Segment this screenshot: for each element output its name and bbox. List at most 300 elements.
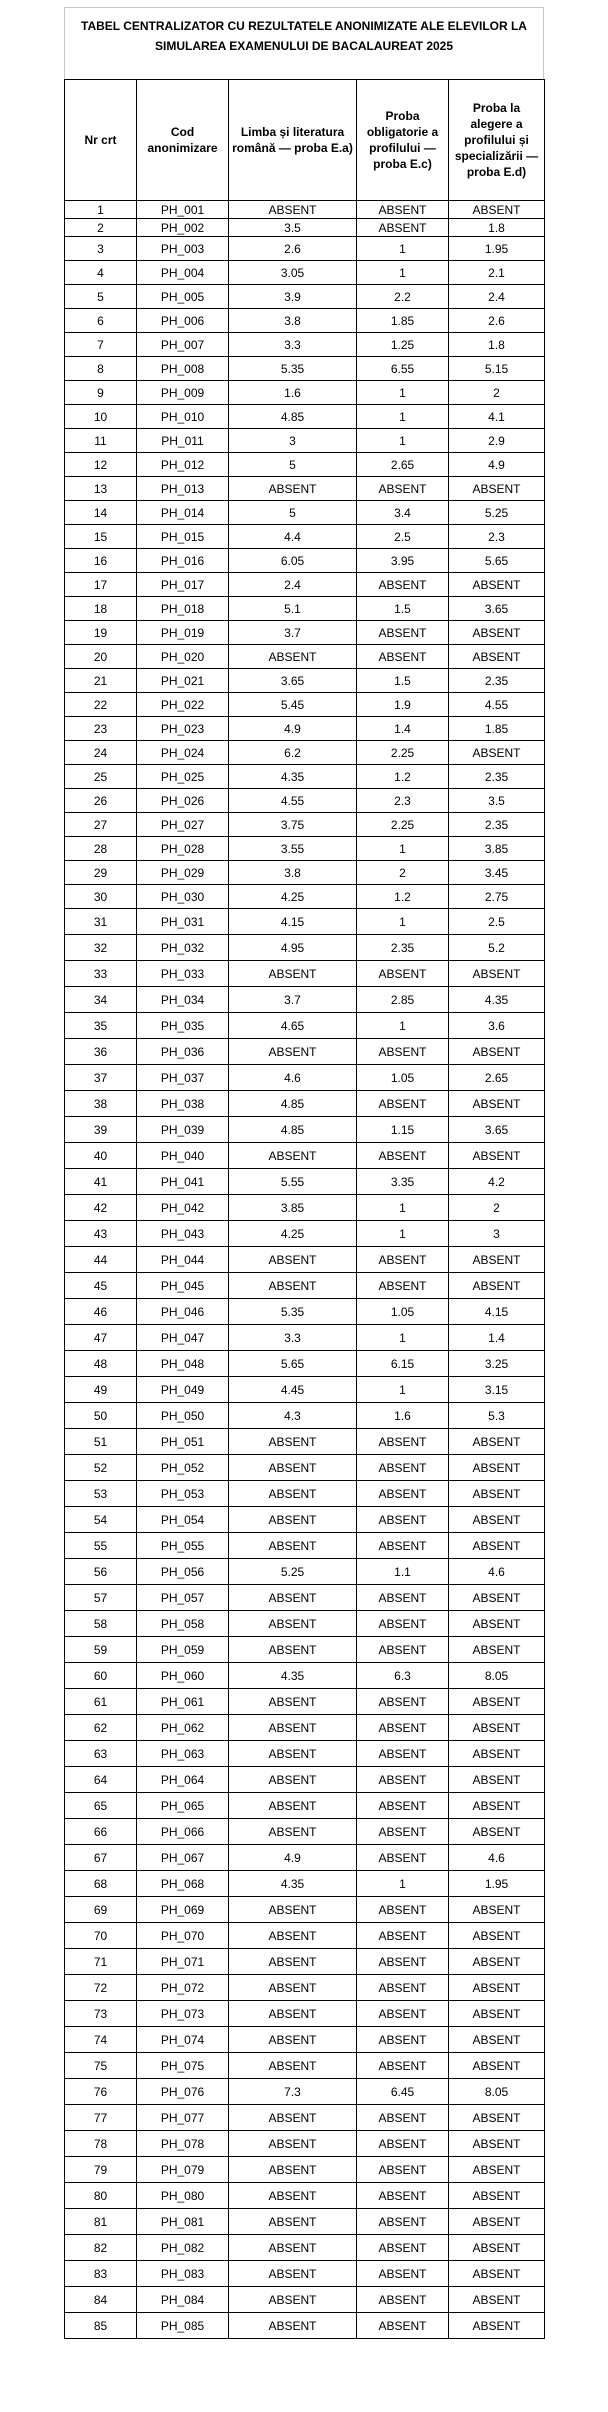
- cell-proba-ed: ABSENT: [449, 741, 545, 765]
- cell-proba-ec: 1: [357, 1013, 449, 1039]
- cell-cod: PH_085: [137, 2313, 229, 2339]
- cell-proba-ea: ABSENT: [229, 2313, 357, 2339]
- cell-cod: PH_033: [137, 961, 229, 987]
- cell-nr-crt: 26: [65, 789, 137, 813]
- cell-proba-ea: 3.05: [229, 261, 357, 285]
- cell-proba-ed: ABSENT: [449, 1585, 545, 1611]
- cell-cod: PH_040: [137, 1143, 229, 1169]
- cell-proba-ed: ABSENT: [449, 477, 545, 501]
- cell-proba-ec: 1.1: [357, 1559, 449, 1585]
- table-row: [65, 357, 545, 381]
- cell-nr-crt: 64: [65, 1767, 137, 1793]
- cell-proba-ea: 5.35: [229, 1299, 357, 1325]
- table-row: [65, 1117, 545, 1143]
- table-row: [65, 1429, 545, 1455]
- cell-proba-ed: 5.15: [449, 357, 545, 381]
- cell-nr-crt: 27: [65, 813, 137, 837]
- cell-cod: PH_029: [137, 861, 229, 885]
- cell-nr-crt: 20: [65, 645, 137, 669]
- cell-proba-ed: 3.65: [449, 597, 545, 621]
- cell-proba-ea: ABSENT: [229, 1637, 357, 1663]
- cell-proba-ed: 2.35: [449, 813, 545, 837]
- cell-proba-ea: ABSENT: [229, 1429, 357, 1455]
- cell-proba-ea: 3.8: [229, 309, 357, 333]
- cell-nr-crt: 38: [65, 1091, 137, 1117]
- page-title: TABEL CENTRALIZATOR CU REZULTATELE ANONIMIZATE ALE ELEVILOR LA SIMULAREA EXAMENULUI DE BACALAUREAT 2025: [81, 18, 527, 53]
- table-row: [65, 1507, 545, 1533]
- cell-nr-crt: 62: [65, 1715, 137, 1741]
- cell-proba-ec: 1.05: [357, 1299, 449, 1325]
- cell-cod: PH_047: [137, 1325, 229, 1351]
- cell-proba-ed: ABSENT: [449, 1143, 545, 1169]
- cell-cod: PH_024: [137, 741, 229, 765]
- cell-cod: PH_003: [137, 237, 229, 261]
- cell-nr-crt: 49: [65, 1377, 137, 1403]
- cell-proba-ec: ABSENT: [357, 1897, 449, 1923]
- cell-nr-crt: 72: [65, 1975, 137, 2001]
- cell-cod: PH_063: [137, 1741, 229, 1767]
- table-row: [65, 597, 545, 621]
- cell-proba-ed: 2.3: [449, 525, 545, 549]
- cell-proba-ea: 3.3: [229, 333, 357, 357]
- cell-nr-crt: 69: [65, 1897, 137, 1923]
- cell-proba-ed: ABSENT: [449, 1507, 545, 1533]
- cell-proba-ed: 4.55: [449, 693, 545, 717]
- cell-proba-ed: 3.25: [449, 1351, 545, 1377]
- cell-nr-crt: 45: [65, 1273, 137, 1299]
- cell-nr-crt: 76: [65, 2079, 137, 2105]
- table-row: [65, 381, 545, 405]
- cell-proba-ec: ABSENT: [357, 1975, 449, 2001]
- cell-proba-ec: ABSENT: [357, 1819, 449, 1845]
- cell-nr-crt: 73: [65, 2001, 137, 2027]
- cell-proba-ed: ABSENT: [449, 2027, 545, 2053]
- cell-nr-crt: 48: [65, 1351, 137, 1377]
- cell-proba-ed: ABSENT: [449, 1247, 545, 1273]
- cell-proba-ec: ABSENT: [357, 1715, 449, 1741]
- cell-proba-ea: ABSENT: [229, 1039, 357, 1065]
- table-row: [65, 1143, 545, 1169]
- table-row: [65, 237, 545, 261]
- cell-proba-ec: ABSENT: [357, 1585, 449, 1611]
- table-row: [65, 2209, 545, 2235]
- cell-proba-ec: ABSENT: [357, 1637, 449, 1663]
- cell-proba-ec: 1: [357, 1195, 449, 1221]
- cell-proba-ec: ABSENT: [357, 1039, 449, 1065]
- cell-proba-ed: 3.6: [449, 1013, 545, 1039]
- table-row: [65, 1741, 545, 1767]
- cell-proba-ea: ABSENT: [229, 1819, 357, 1845]
- cell-proba-ed: 1.85: [449, 717, 545, 741]
- cell-proba-ec: ABSENT: [357, 2183, 449, 2209]
- cell-cod: PH_082: [137, 2235, 229, 2261]
- table-row: [65, 1897, 545, 1923]
- cell-nr-crt: 6: [65, 309, 137, 333]
- cell-nr-crt: 37: [65, 1065, 137, 1091]
- cell-nr-crt: 67: [65, 1845, 137, 1871]
- table-row: [65, 2027, 545, 2053]
- cell-nr-crt: 46: [65, 1299, 137, 1325]
- cell-proba-ed: 8.05: [449, 2079, 545, 2105]
- cell-nr-crt: 9: [65, 381, 137, 405]
- table-row: [65, 717, 545, 741]
- cell-cod: PH_031: [137, 909, 229, 935]
- cell-proba-ec: 1: [357, 237, 449, 261]
- cell-proba-ec: ABSENT: [357, 1533, 449, 1559]
- cell-nr-crt: 70: [65, 1923, 137, 1949]
- cell-nr-crt: 31: [65, 909, 137, 935]
- cell-proba-ea: 7.3: [229, 2079, 357, 2105]
- cell-proba-ed: 1.8: [449, 333, 545, 357]
- cell-cod: PH_017: [137, 573, 229, 597]
- cell-cod: PH_011: [137, 429, 229, 453]
- cell-proba-ea: 3.55: [229, 837, 357, 861]
- cell-proba-ed: ABSENT: [449, 1819, 545, 1845]
- cell-proba-ed: ABSENT: [449, 2001, 545, 2027]
- cell-proba-ec: 1.9: [357, 693, 449, 717]
- table-row: [65, 765, 545, 789]
- cell-nr-crt: 71: [65, 1949, 137, 1975]
- cell-proba-ea: 1.6: [229, 381, 357, 405]
- cell-proba-ed: 2.65: [449, 1065, 545, 1091]
- table-row: [65, 1637, 545, 1663]
- cell-nr-crt: 7: [65, 333, 137, 357]
- table-row: [65, 549, 545, 573]
- cell-cod: PH_001: [137, 201, 229, 219]
- table-row: [65, 2131, 545, 2157]
- cell-nr-crt: 12: [65, 453, 137, 477]
- cell-cod: PH_048: [137, 1351, 229, 1377]
- cell-nr-crt: 36: [65, 1039, 137, 1065]
- cell-cod: PH_023: [137, 717, 229, 741]
- cell-cod: PH_083: [137, 2261, 229, 2287]
- cell-nr-crt: 63: [65, 1741, 137, 1767]
- cell-proba-ec: 2.65: [357, 453, 449, 477]
- table-row: [65, 477, 545, 501]
- cell-proba-ec: ABSENT: [357, 2313, 449, 2339]
- cell-nr-crt: 51: [65, 1429, 137, 1455]
- cell-nr-crt: 85: [65, 2313, 137, 2339]
- cell-proba-ea: ABSENT: [229, 2027, 357, 2053]
- table-row: [65, 1169, 545, 1195]
- cell-proba-ea: ABSENT: [229, 1741, 357, 1767]
- cell-cod: PH_080: [137, 2183, 229, 2209]
- header-proba-ea: Limba și literatura română — proba E.a): [229, 80, 357, 201]
- cell-cod: PH_074: [137, 2027, 229, 2053]
- cell-proba-ed: 2: [449, 1195, 545, 1221]
- cell-proba-ed: 1.95: [449, 1871, 545, 1897]
- cell-nr-crt: 32: [65, 935, 137, 961]
- cell-proba-ed: 1.4: [449, 1325, 545, 1351]
- cell-cod: PH_056: [137, 1559, 229, 1585]
- table-row: [65, 1299, 545, 1325]
- cell-proba-ea: ABSENT: [229, 1767, 357, 1793]
- cell-nr-crt: 1: [65, 201, 137, 219]
- table-row: [65, 837, 545, 861]
- cell-proba-ed: 3.5: [449, 789, 545, 813]
- cell-nr-crt: 84: [65, 2287, 137, 2313]
- cell-cod: PH_078: [137, 2131, 229, 2157]
- cell-nr-crt: 22: [65, 693, 137, 717]
- cell-proba-ea: 2.4: [229, 573, 357, 597]
- cell-proba-ec: ABSENT: [357, 2261, 449, 2287]
- table-row: [65, 1767, 545, 1793]
- table-body: [65, 201, 545, 2339]
- empty-row: [64, 63, 544, 79]
- cell-nr-crt: 15: [65, 525, 137, 549]
- table-row: [65, 429, 545, 453]
- cell-proba-ec: 1: [357, 405, 449, 429]
- cell-proba-ed: ABSENT: [449, 1923, 545, 1949]
- cell-nr-crt: 66: [65, 1819, 137, 1845]
- header-proba-ec: Proba obligatorie a profilului — proba E.c): [357, 80, 449, 201]
- cell-proba-ea: ABSENT: [229, 1481, 357, 1507]
- cell-proba-ea: 5.25: [229, 1559, 357, 1585]
- cell-proba-ed: 4.2: [449, 1169, 545, 1195]
- cell-nr-crt: 30: [65, 885, 137, 909]
- cell-cod: PH_035: [137, 1013, 229, 1039]
- table-row: [65, 621, 545, 645]
- results-sheet: [64, 7, 544, 2339]
- header-nr-crt: Nr crt: [65, 80, 137, 201]
- table-row: [65, 1585, 545, 1611]
- table-row: [65, 1325, 545, 1351]
- cell-proba-ed: 2.75: [449, 885, 545, 909]
- cell-proba-ec: 6.45: [357, 2079, 449, 2105]
- cell-cod: PH_019: [137, 621, 229, 645]
- cell-proba-ea: 3.75: [229, 813, 357, 837]
- cell-proba-ec: ABSENT: [357, 1793, 449, 1819]
- table-row: [65, 789, 545, 813]
- cell-proba-ec: ABSENT: [357, 2105, 449, 2131]
- cell-nr-crt: 5: [65, 285, 137, 309]
- cell-cod: PH_069: [137, 1897, 229, 1923]
- cell-proba-ec: 1: [357, 381, 449, 405]
- cell-proba-ed: ABSENT: [449, 1533, 545, 1559]
- cell-proba-ed: 2.9: [449, 429, 545, 453]
- cell-cod: PH_010: [137, 405, 229, 429]
- cell-proba-ec: 1: [357, 1325, 449, 1351]
- cell-proba-ed: ABSENT: [449, 1689, 545, 1715]
- cell-cod: PH_028: [137, 837, 229, 861]
- cell-proba-ec: ABSENT: [357, 201, 449, 219]
- cell-nr-crt: 56: [65, 1559, 137, 1585]
- cell-cod: PH_045: [137, 1273, 229, 1299]
- cell-proba-ed: 2.6: [449, 309, 545, 333]
- cell-cod: PH_081: [137, 2209, 229, 2235]
- cell-cod: PH_075: [137, 2053, 229, 2079]
- cell-cod: PH_041: [137, 1169, 229, 1195]
- cell-proba-ea: ABSENT: [229, 1507, 357, 1533]
- cell-proba-ed: ABSENT: [449, 2131, 545, 2157]
- cell-proba-ea: 3.85: [229, 1195, 357, 1221]
- table-row: [65, 1793, 545, 1819]
- table-row: [65, 525, 545, 549]
- table-row: [65, 693, 545, 717]
- cell-proba-ed: 2.5: [449, 909, 545, 935]
- cell-proba-ed: 2.35: [449, 669, 545, 693]
- cell-proba-ea: ABSENT: [229, 2261, 357, 2287]
- cell-proba-ed: ABSENT: [449, 1039, 545, 1065]
- table-row: [65, 1533, 545, 1559]
- cell-nr-crt: 57: [65, 1585, 137, 1611]
- cell-proba-ed: 3.85: [449, 837, 545, 861]
- table-row: [65, 333, 545, 357]
- table-row: [65, 453, 545, 477]
- header-cod-anonimizare: Cod anonimizare: [137, 80, 229, 201]
- cell-proba-ec: ABSENT: [357, 1611, 449, 1637]
- cell-proba-ec: ABSENT: [357, 1455, 449, 1481]
- cell-nr-crt: 50: [65, 1403, 137, 1429]
- cell-nr-crt: 53: [65, 1481, 137, 1507]
- cell-proba-ec: 1.25: [357, 333, 449, 357]
- cell-proba-ec: ABSENT: [357, 961, 449, 987]
- cell-proba-ea: ABSENT: [229, 1533, 357, 1559]
- cell-proba-ec: 2.5: [357, 525, 449, 549]
- cell-cod: PH_070: [137, 1923, 229, 1949]
- cell-nr-crt: 8: [65, 357, 137, 381]
- cell-proba-ea: ABSENT: [229, 2235, 357, 2261]
- table-row: [65, 813, 545, 837]
- cell-cod: PH_018: [137, 597, 229, 621]
- cell-proba-ed: 3.65: [449, 1117, 545, 1143]
- cell-proba-ea: ABSENT: [229, 1897, 357, 1923]
- cell-proba-ea: 3.9: [229, 285, 357, 309]
- cell-proba-ec: 1.4: [357, 717, 449, 741]
- cell-nr-crt: 23: [65, 717, 137, 741]
- cell-proba-ed: 2: [449, 381, 545, 405]
- cell-proba-ed: 1.8: [449, 219, 545, 237]
- table-row: [65, 2079, 545, 2105]
- cell-proba-ea: 3.7: [229, 987, 357, 1013]
- cell-proba-ea: ABSENT: [229, 1975, 357, 2001]
- cell-nr-crt: 78: [65, 2131, 137, 2157]
- cell-cod: PH_014: [137, 501, 229, 525]
- table-row: [65, 1559, 545, 1585]
- cell-proba-ea: 4.85: [229, 1091, 357, 1117]
- cell-proba-ec: ABSENT: [357, 2157, 449, 2183]
- cell-proba-ea: 4.3: [229, 1403, 357, 1429]
- cell-nr-crt: 17: [65, 573, 137, 597]
- cell-nr-crt: 42: [65, 1195, 137, 1221]
- cell-cod: PH_007: [137, 333, 229, 357]
- cell-proba-ed: ABSENT: [449, 1741, 545, 1767]
- cell-proba-ea: 4.15: [229, 909, 357, 935]
- cell-proba-ed: 5.2: [449, 935, 545, 961]
- cell-nr-crt: 14: [65, 501, 137, 525]
- cell-proba-ed: ABSENT: [449, 2313, 545, 2339]
- cell-nr-crt: 34: [65, 987, 137, 1013]
- cell-proba-ec: 1.05: [357, 1065, 449, 1091]
- cell-cod: PH_022: [137, 693, 229, 717]
- cell-nr-crt: 77: [65, 2105, 137, 2131]
- cell-cod: PH_016: [137, 549, 229, 573]
- cell-cod: PH_043: [137, 1221, 229, 1247]
- cell-proba-ec: ABSENT: [357, 219, 449, 237]
- cell-cod: PH_037: [137, 1065, 229, 1091]
- cell-proba-ec: ABSENT: [357, 2001, 449, 2027]
- table-row: [65, 1065, 545, 1091]
- cell-nr-crt: 82: [65, 2235, 137, 2261]
- table-row: [65, 645, 545, 669]
- cell-cod: PH_055: [137, 1533, 229, 1559]
- cell-proba-ec: ABSENT: [357, 1689, 449, 1715]
- cell-proba-ec: ABSENT: [357, 1143, 449, 1169]
- cell-cod: PH_009: [137, 381, 229, 405]
- cell-cod: PH_042: [137, 1195, 229, 1221]
- cell-cod: PH_059: [137, 1637, 229, 1663]
- table-row: [65, 1403, 545, 1429]
- table-row: [65, 741, 545, 765]
- table-row: [65, 1351, 545, 1377]
- cell-nr-crt: 59: [65, 1637, 137, 1663]
- cell-proba-ea: 5.55: [229, 1169, 357, 1195]
- cell-proba-ed: ABSENT: [449, 2053, 545, 2079]
- table-row: [65, 2001, 545, 2027]
- table-row: [65, 1195, 545, 1221]
- cell-proba-ec: 1.2: [357, 765, 449, 789]
- cell-proba-ec: ABSENT: [357, 1845, 449, 1871]
- cell-cod: PH_005: [137, 285, 229, 309]
- cell-cod: PH_049: [137, 1377, 229, 1403]
- cell-proba-ec: 1: [357, 261, 449, 285]
- cell-nr-crt: 79: [65, 2157, 137, 2183]
- cell-proba-ea: ABSENT: [229, 1273, 357, 1299]
- cell-nr-crt: 54: [65, 1507, 137, 1533]
- table-row: [65, 2235, 545, 2261]
- cell-proba-ea: ABSENT: [229, 477, 357, 501]
- cell-cod: PH_065: [137, 1793, 229, 1819]
- cell-cod: PH_038: [137, 1091, 229, 1117]
- cell-proba-ed: ABSENT: [449, 1767, 545, 1793]
- cell-proba-ec: 2: [357, 861, 449, 885]
- cell-proba-ec: 1: [357, 1377, 449, 1403]
- cell-proba-ea: 4.85: [229, 405, 357, 429]
- cell-cod: PH_020: [137, 645, 229, 669]
- cell-proba-ed: ABSENT: [449, 1455, 545, 1481]
- table-row: [65, 501, 545, 525]
- cell-nr-crt: 35: [65, 1013, 137, 1039]
- table-row: [65, 1039, 545, 1065]
- cell-cod: PH_071: [137, 1949, 229, 1975]
- cell-proba-ec: ABSENT: [357, 2209, 449, 2235]
- cell-proba-ed: ABSENT: [449, 1975, 545, 2001]
- cell-proba-ec: ABSENT: [357, 477, 449, 501]
- cell-nr-crt: 16: [65, 549, 137, 573]
- cell-proba-ed: 4.15: [449, 1299, 545, 1325]
- cell-nr-crt: 41: [65, 1169, 137, 1195]
- cell-proba-ec: 1.5: [357, 669, 449, 693]
- cell-nr-crt: 10: [65, 405, 137, 429]
- cell-proba-ec: 1.15: [357, 1117, 449, 1143]
- table-row: [65, 219, 545, 237]
- cell-proba-ec: ABSENT: [357, 1481, 449, 1507]
- cell-cod: PH_032: [137, 935, 229, 961]
- table-row: [65, 1455, 545, 1481]
- cell-proba-ec: 1: [357, 1871, 449, 1897]
- table-row: [65, 1975, 545, 2001]
- table-row: [65, 987, 545, 1013]
- cell-cod: PH_076: [137, 2079, 229, 2105]
- cell-proba-ec: ABSENT: [357, 1273, 449, 1299]
- cell-proba-ed: ABSENT: [449, 645, 545, 669]
- cell-nr-crt: 60: [65, 1663, 137, 1689]
- cell-proba-ed: 3.45: [449, 861, 545, 885]
- cell-proba-ed: ABSENT: [449, 1793, 545, 1819]
- cell-proba-ec: ABSENT: [357, 1741, 449, 1767]
- cell-proba-ed: 2.4: [449, 285, 545, 309]
- cell-nr-crt: 3: [65, 237, 137, 261]
